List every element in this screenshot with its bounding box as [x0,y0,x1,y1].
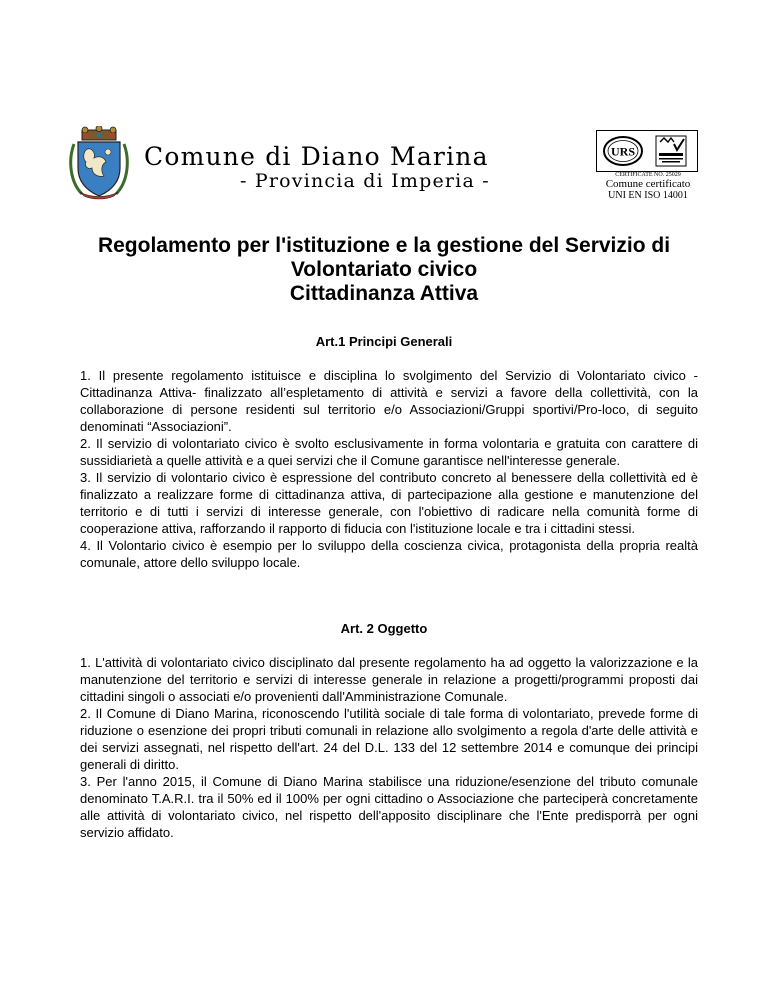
art1-heading: Art.1 Principi Generali [315,334,453,349]
cert-standard: UNI EN ISO 14001 [608,190,688,201]
art2-body [80,654,698,841]
art2-paragraph-2: 2. Il Comune di Diano Marina, riconoscendo l'utilità sociale di tale forma di volontariato, prevede forme di riduzione o esenzione dei propri tributi comunali in relazione allo svolgimento a regola d'arte delle attività e dei servizi assegnati, nel rispetto dell'art. 24 del D.L. 133 del 12 settembre 2014 e comunque dei principi generali di diritto. [80,706,698,772]
art1-paragraph-4: 4. Il Volontario civico è esempio per lo sviluppo della coscienza civica, protagonista della propria realtà comunale, attore dello sviluppo locale. [80,538,698,570]
art2-heading: Art. 2 Oggetto [340,621,428,636]
province-name: - Provincia di Imperia - [240,170,490,192]
art2-paragraph-1: 1. L'attività di volontariato civico disciplinato dal presente regolamento ha ad oggetto la valorizzazione e la manutenzione del territorio e servizi di interesse generale in relazione a progetti/programmi proposti dai cittadini singoli o associati e/o provenienti dall'Amministrazione Comunale. [80,655,698,704]
title-line-2: Volontariato civico [290,258,478,281]
art1-paragraph-1: 1. Il presente regolamento istituisce e disciplina lo svolgimento del Servizio di Volontariato civico -Cittadinanza Attiva- finalizzato all’espletamento di attività e servizi a favore della collettività, con la collaborazione di persone residenti sul territorio e/o Associazioni/Gruppi sportivi/Pro-loco, di seguito denominati “Associazioni”. [80,368,698,434]
cert-number: CERTIFICATE NO. 25029 [615,172,681,178]
letterhead [0,120,768,200]
art1-body [80,367,698,571]
cert-status: Comune certificato [605,178,691,190]
document-title [40,234,728,306]
title-line-1: Regolamento per l'istituzione e la gestione del Servizio di [97,234,671,257]
town-name: Comune di Diano Marina [144,142,489,171]
art2-paragraph-3: 3. Per l'anno 2015, il Comune di Diano Marina stabilisce una riduzione/esenzione del tributo comunale denominato T.A.R.I. tra il 50% ed il 100% per ogni cittadino o Associazione che parteciperà concretamente alle attività di volontariato civico, nel rispetto dell'apposito disciplinare che l'Ente predisporrà per ogni servizio affidato. [80,774,698,840]
title-line-3: Cittadinanza Attiva [289,282,479,305]
certification-mark [596,130,698,202]
cert-logo-text: URS [610,144,636,159]
art1-paragraph-2: 2. Il servizio di volontariato civico è svolto esclusivamente in forma volontaria e gratuita con carattere di sussidiarietà a quelle attività e a quei servizi che il Comune garantisce nell'interesse generale. [80,436,698,468]
art1-paragraph-3: 3. Il servizio di volontario civico è espressione del contributo concreto al benessere della collettività ed è finalizzato a realizzare forme di cittadinanza attiva, di partecipazione alla gestione e manutenzione del territorio e di tutti i servizi di interesse generale, con l'obiettivo di radicare nella comunità forme di cooperazione attiva, rafforzando il rapporto di fiducia con l'istituzione locale e tra i cittadini stessi. [80,470,698,536]
certification-badges-icon [596,130,698,172]
municipal-crest-icon [68,126,130,200]
